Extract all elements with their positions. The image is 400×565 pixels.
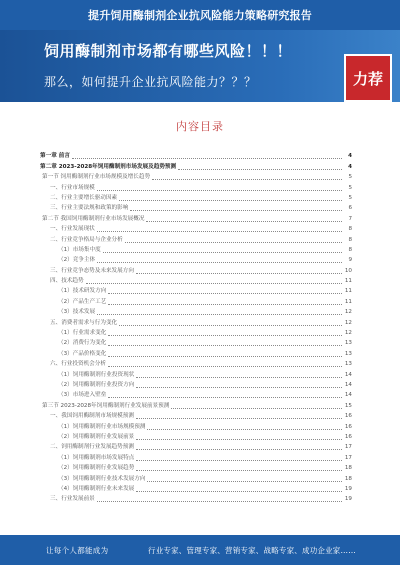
toc-entry-title: （1）饲用酶制剂行业市场规模预测 bbox=[58, 423, 146, 430]
toc-entry[interactable] bbox=[40, 431, 352, 441]
toc-page-number: 16 bbox=[344, 413, 352, 420]
toc-entry[interactable] bbox=[40, 160, 352, 170]
toc-entry[interactable] bbox=[40, 472, 352, 482]
toc-entry-title: （1）饲用酶制剂市场发展特点 bbox=[58, 454, 135, 461]
stamp-text: 力荐 bbox=[352, 69, 383, 88]
toc-dot-leader bbox=[108, 353, 342, 357]
banner-headline: 饲用酶制剂市场都有哪些风险！！！ bbox=[44, 42, 293, 60]
toc-dot-leader bbox=[136, 415, 342, 419]
toc-entry-title: 六、行业投资机会分析 bbox=[50, 361, 106, 368]
toc-entry-title: 二、行业主要增长驱动因素 bbox=[50, 194, 118, 201]
toc-page-number: 13 bbox=[344, 350, 352, 357]
toc-dot-leader bbox=[108, 363, 342, 367]
toc-entry[interactable] bbox=[40, 223, 352, 233]
toc-page-number: 11 bbox=[344, 288, 352, 295]
toc-entry[interactable] bbox=[40, 202, 352, 212]
toc-dot-leader bbox=[136, 374, 342, 378]
toc-dot-leader bbox=[108, 332, 342, 336]
toc-page-number: 5 bbox=[348, 194, 352, 201]
toc-page-number: 12 bbox=[344, 319, 352, 326]
toc-page-number: 5 bbox=[348, 174, 352, 181]
toc-dot-leader bbox=[97, 311, 342, 315]
toc-page-number: 10 bbox=[344, 267, 352, 274]
toc-entry-title: （2）饲用酶制剂行业发展前景 bbox=[58, 433, 135, 440]
toc-entry[interactable] bbox=[40, 368, 352, 378]
toc-dot-leader bbox=[136, 457, 342, 461]
toc-dot-leader bbox=[108, 301, 342, 305]
toc-page-number: 8 bbox=[348, 226, 352, 233]
recommend-stamp bbox=[344, 54, 392, 102]
toc-page-number: 14 bbox=[344, 371, 352, 378]
toc-entry[interactable] bbox=[40, 244, 352, 254]
toc-entry[interactable] bbox=[40, 150, 352, 160]
toc-entry[interactable] bbox=[40, 389, 352, 399]
toc-page-number: 18 bbox=[344, 475, 352, 482]
toc-entry[interactable] bbox=[40, 254, 352, 264]
toc-dot-leader bbox=[108, 342, 342, 346]
toc-dot-leader bbox=[97, 187, 342, 191]
toc-dot-leader bbox=[72, 155, 342, 159]
toc-entry-title: （3）市场进入壁垒 bbox=[58, 392, 107, 399]
toc-page-number: 5 bbox=[348, 184, 352, 191]
toc-dot-leader bbox=[136, 467, 342, 471]
toc-entry-title: 四、技术趋势 bbox=[50, 278, 84, 285]
toc-dot-leader bbox=[108, 290, 342, 294]
toc-entry[interactable] bbox=[40, 171, 352, 181]
toc-page-number: 11 bbox=[344, 298, 352, 305]
toc-entry-title: 二、行业竞争格局与企业分析 bbox=[50, 236, 123, 243]
footer-bar bbox=[0, 535, 400, 565]
toc-dot-leader bbox=[97, 228, 342, 232]
toc-entry-title: （3）产品价格变化 bbox=[58, 350, 107, 357]
toc-page-number: 16 bbox=[344, 423, 352, 430]
toc-entry[interactable] bbox=[40, 181, 352, 191]
toc-dot-leader bbox=[171, 405, 342, 409]
toc-dot-leader bbox=[136, 270, 342, 274]
toc-dot-leader bbox=[136, 488, 342, 492]
toc-page-number: 8 bbox=[348, 246, 352, 253]
report-title: 提升饲用酶制剂企业抗风险能力策略研究报告 bbox=[88, 9, 312, 22]
toc-entry-title: 三、行业竞争态势及未来发展方向 bbox=[50, 267, 134, 274]
toc-entry[interactable] bbox=[40, 420, 352, 430]
toc-entry[interactable] bbox=[40, 347, 352, 357]
toc-page-number: 11 bbox=[344, 278, 352, 285]
toc-page-number: 12 bbox=[344, 330, 352, 337]
toc-dot-leader bbox=[97, 259, 342, 263]
toc-entry-title: （1）行业需求变化 bbox=[58, 330, 107, 337]
toc-page-number: 18 bbox=[344, 465, 352, 472]
toc-entry-title: 第二节 我国饲用酶制剂行业市场发展概况 bbox=[42, 215, 145, 222]
toc-entry[interactable] bbox=[40, 275, 352, 285]
toc-entry-title: 第三节 2023-2028年饲用酶制剂行业发展前景预测 bbox=[42, 402, 170, 409]
toc-entry-title: （3）技术发展 bbox=[58, 309, 96, 316]
toc-entry[interactable] bbox=[40, 306, 352, 316]
toc-page-number: 7 bbox=[348, 215, 352, 222]
toc-entry[interactable] bbox=[40, 233, 352, 243]
toc-page-number: 16 bbox=[344, 433, 352, 440]
toc-entry[interactable] bbox=[40, 441, 352, 451]
toc-page-number: 4 bbox=[348, 153, 352, 160]
toc-entry-title: （2）产品生产工艺 bbox=[58, 298, 107, 305]
toc-entry-title: （1）饲用酶制剂行业投资现状 bbox=[58, 371, 135, 378]
toc-entry[interactable] bbox=[40, 285, 352, 295]
toc-entry-title: （2）消费行为变化 bbox=[58, 340, 107, 347]
toc-dot-leader bbox=[136, 436, 342, 440]
toc-entry[interactable] bbox=[40, 327, 352, 337]
toc-page-number: 14 bbox=[344, 381, 352, 388]
toc-dot-leader bbox=[136, 384, 342, 388]
banner bbox=[0, 30, 400, 102]
header-bar bbox=[0, 0, 400, 30]
toc-entry[interactable] bbox=[40, 358, 352, 368]
toc-entry[interactable] bbox=[40, 451, 352, 461]
toc-entry-title: （2）饲用酶制剂行业发展趋势 bbox=[58, 465, 135, 472]
banner-subheadline: 那么，如何提升企业抗风险能力？？？ bbox=[44, 75, 257, 89]
toc-entry[interactable] bbox=[40, 483, 352, 493]
toc-entry-title: （1）技术研发方向 bbox=[58, 288, 107, 295]
toc-entry-title: 二、饲用酶制剂行业发展趋势预测 bbox=[50, 444, 134, 451]
toc-entry-title: 五、消费者需求与行为变化 bbox=[50, 319, 118, 326]
toc-entry[interactable] bbox=[40, 264, 352, 274]
toc-entry[interactable] bbox=[40, 316, 352, 326]
toc-entry[interactable] bbox=[40, 337, 352, 347]
footer-roles: 行业专家、管理专家、营销专家、战略专家、成功企业家…… bbox=[148, 546, 356, 555]
toc-entry[interactable] bbox=[40, 462, 352, 472]
toc-entry[interactable] bbox=[40, 379, 352, 389]
toc-entry-title: 一、我国饲用酶制剂市场规模预测 bbox=[50, 413, 134, 420]
toc-dot-leader bbox=[147, 426, 342, 430]
toc-entry[interactable] bbox=[40, 399, 352, 409]
toc-entry[interactable] bbox=[40, 410, 352, 420]
toc-entry-title: 三、行业发展前景 bbox=[50, 496, 95, 503]
toc-page-number: 19 bbox=[344, 496, 352, 503]
toc-page-number: 6 bbox=[348, 205, 352, 212]
toc-page-number: 4 bbox=[348, 163, 352, 170]
toc-entry-title: 一、行业市场规模 bbox=[50, 184, 95, 191]
toc-dot-leader bbox=[147, 478, 342, 482]
toc-page-number: 13 bbox=[344, 340, 352, 347]
toc-page-number: 9 bbox=[348, 257, 352, 264]
toc-entry-title: （2）饲用酶制剂行业投资方向 bbox=[58, 381, 135, 388]
toc-entry-title: （4）饲用酶制剂行业未来发展 bbox=[58, 485, 135, 492]
toc-entry-title: 第二章 2023-2028年饲用酶制剂市场发展及趋势预测 bbox=[40, 163, 177, 170]
toc-dot-leader bbox=[146, 218, 342, 222]
toc-entry-title: （1）市场集中度 bbox=[58, 246, 101, 253]
toc-dot-leader bbox=[119, 197, 342, 201]
toc-entry[interactable] bbox=[40, 212, 352, 222]
toc-dot-leader bbox=[125, 239, 342, 243]
toc-entry-title: （2）竞争主体 bbox=[58, 257, 96, 264]
toc-entry[interactable] bbox=[40, 192, 352, 202]
toc-entry-title: 三、行业主要法规和政策的影响 bbox=[50, 205, 129, 212]
toc-title: 内容目录 bbox=[176, 120, 224, 133]
table-of-contents bbox=[40, 150, 352, 535]
toc-dot-leader bbox=[103, 249, 342, 253]
toc-dot-leader bbox=[178, 166, 342, 170]
toc-entry-title: 第一节 饲用酶制剂行业市场规模及增长趋势 bbox=[42, 174, 151, 181]
footer-slogan: 让每个人都能成为 bbox=[46, 546, 109, 555]
toc-page-number: 13 bbox=[344, 361, 352, 368]
toc-dot-leader bbox=[108, 394, 342, 398]
toc-entry-title: （3）饲用酶制剂行业技术发展方向 bbox=[58, 475, 146, 482]
toc-dot-leader bbox=[86, 280, 342, 284]
toc-page-number: 17 bbox=[344, 454, 352, 461]
toc-dot-leader bbox=[136, 446, 342, 450]
toc-entry-title: 一、行业发展现状 bbox=[50, 226, 95, 233]
toc-dot-leader bbox=[130, 207, 342, 211]
toc-page-number: 14 bbox=[344, 392, 352, 399]
toc-page-number: 19 bbox=[344, 485, 352, 492]
toc-entry-title: 第一章 前言 bbox=[40, 153, 70, 160]
toc-entry[interactable] bbox=[40, 493, 352, 503]
toc-entry[interactable] bbox=[40, 295, 352, 305]
toc-page-number: 17 bbox=[344, 444, 352, 451]
toc-page-number: 15 bbox=[344, 402, 352, 409]
toc-dot-leader bbox=[152, 176, 342, 180]
toc-page-number: 12 bbox=[344, 309, 352, 316]
toc-dot-leader bbox=[97, 498, 342, 502]
toc-dot-leader bbox=[119, 322, 342, 326]
toc-page-number: 8 bbox=[348, 236, 352, 243]
